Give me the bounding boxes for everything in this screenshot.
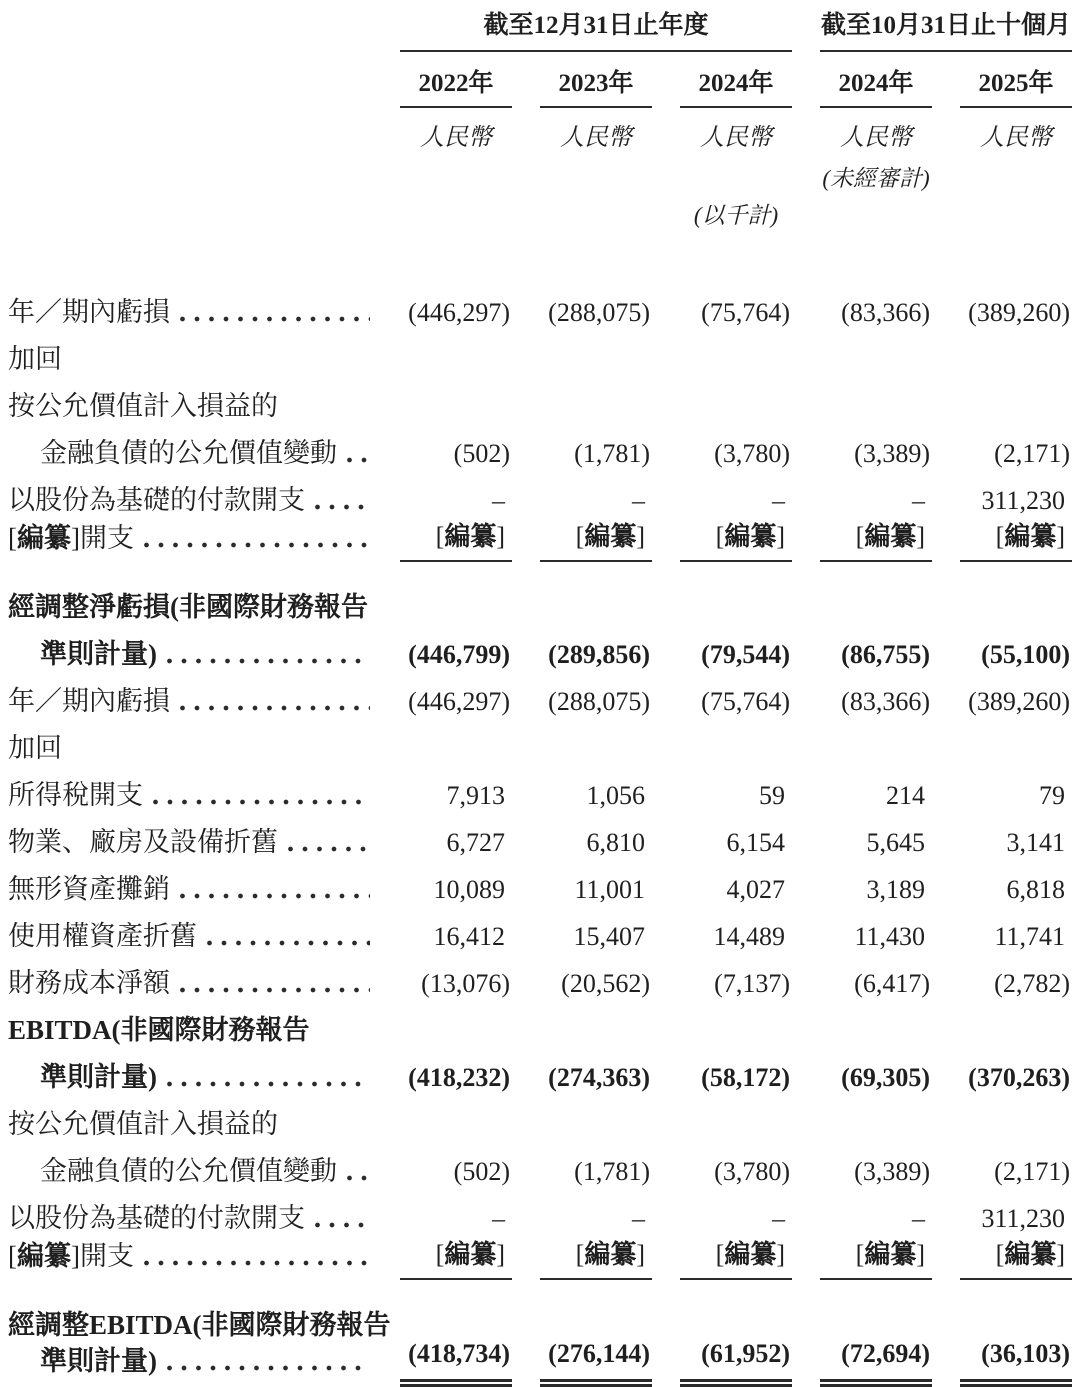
row-label	[8, 1347, 372, 1386]
value-cell: (389,260)	[968, 298, 1070, 328]
value-cell: (2,171)	[994, 1157, 1070, 1187]
column-group-row	[8, 12, 1072, 52]
row-label	[8, 875, 372, 903]
redaction-marker: 編纂	[1004, 1240, 1057, 1270]
table-row	[8, 857, 1072, 904]
row-label-text: 加回	[8, 733, 62, 764]
value-cell: [編纂]	[680, 523, 792, 561]
value-cell: [編纂]	[960, 1241, 1072, 1279]
row-label-text: 使用權資產折舊	[8, 921, 197, 952]
table-row	[8, 1340, 1072, 1387]
currency-label: 人民幣	[980, 124, 1052, 151]
year-header-2024: 2024年	[680, 52, 792, 108]
value-cell: (289,856)	[548, 640, 650, 670]
row-label-text: 經調整EBITDA(非國際財務報告	[8, 1310, 391, 1341]
value-cell: (276,144)	[540, 1340, 652, 1386]
row-label-text: 準則計量)	[40, 639, 157, 670]
currency-label: 人民幣	[840, 124, 912, 151]
value-cell: [編纂]	[540, 1241, 652, 1279]
row-label	[8, 1110, 1072, 1138]
row-label	[8, 969, 372, 997]
table-row	[8, 1139, 1072, 1186]
row-label	[8, 593, 1072, 621]
value-cell: –	[632, 1204, 645, 1234]
value-cell: 6,727	[446, 828, 505, 858]
value-cell: 1,056	[586, 781, 645, 811]
value-cell: (502)	[453, 439, 510, 469]
dot-leader	[167, 1365, 370, 1371]
value-cell: (79,544)	[701, 640, 790, 670]
row-label-text: 財務成本淨額	[8, 968, 170, 999]
value-cell: (418,734)	[400, 1340, 512, 1386]
table-row	[8, 468, 1072, 515]
spacer	[8, 52, 372, 108]
unaudited-note: (未經審計)	[822, 165, 930, 191]
spacer	[8, 108, 372, 152]
value-cell: (7,137)	[714, 969, 790, 999]
table-row	[8, 810, 1072, 857]
value-cell: (2,171)	[994, 439, 1070, 469]
row-label	[8, 781, 372, 809]
table-row	[8, 1045, 1072, 1092]
row-label-text: [編纂]開支	[8, 1241, 134, 1272]
table-body	[8, 280, 1072, 1387]
value-cell: 15,407	[573, 922, 645, 952]
value-cell: [編纂]	[820, 1241, 932, 1279]
value-cell: (83,366)	[841, 298, 930, 328]
value-cell: (3,780)	[714, 1157, 790, 1187]
dot-leader	[288, 846, 370, 852]
value-cell: (72,694)	[820, 1340, 932, 1386]
dot-leader	[180, 705, 370, 711]
value-cell: 14,489	[713, 922, 785, 952]
redaction-marker: 編纂	[444, 522, 497, 552]
value-cell: (3,389)	[854, 439, 930, 469]
redaction-marker: 編纂	[864, 1240, 917, 1270]
column-group-interim: 截至10月31日止十個月	[820, 12, 1072, 52]
row-label	[8, 1063, 372, 1091]
table-row	[8, 716, 1072, 763]
row-label	[8, 439, 372, 467]
value-cell: (36,103)	[960, 1340, 1072, 1386]
redaction-marker: 編纂	[864, 522, 917, 552]
unaudited-row	[8, 152, 1072, 193]
row-label	[8, 1311, 1072, 1339]
table-row	[8, 669, 1072, 716]
value-cell: 59	[759, 781, 785, 811]
row-label	[8, 640, 372, 668]
thousands-note: (以千計)	[693, 202, 779, 228]
dot-leader	[144, 1260, 370, 1266]
value-cell: –	[492, 486, 505, 516]
dot-leader	[347, 457, 370, 463]
row-label-text: 金融負債的公允價值變動	[40, 1156, 337, 1187]
column-group-annual: 截至12月31日止年度	[400, 12, 792, 52]
dot-leader	[144, 542, 370, 548]
currency-label: 人民幣	[700, 124, 772, 151]
year-header-row	[8, 52, 1072, 108]
row-label-text: 所得稅開支	[8, 780, 143, 811]
table-row	[8, 1092, 1072, 1139]
dot-leader	[167, 658, 370, 664]
table-row	[8, 904, 1072, 951]
currency-label: 人民幣	[420, 124, 492, 151]
value-cell: (69,305)	[841, 1063, 930, 1093]
value-cell: –	[632, 486, 645, 516]
row-label	[8, 828, 372, 856]
row-label	[8, 1157, 372, 1185]
value-cell: 3,189	[866, 875, 925, 905]
value-cell: (1,781)	[574, 1157, 650, 1187]
value-cell: 11,001	[574, 875, 645, 905]
value-cell: (20,562)	[561, 969, 650, 999]
row-label	[8, 392, 1072, 420]
value-cell: (6,417)	[854, 969, 930, 999]
value-cell: 4,027	[726, 875, 785, 905]
value-cell: (370,263)	[968, 1063, 1070, 1093]
table-row	[8, 327, 1072, 374]
value-cell: (446,297)	[408, 687, 510, 717]
value-cell: 6,810	[586, 828, 645, 858]
value-cell: 5,645	[866, 828, 925, 858]
row-label	[8, 486, 372, 514]
value-cell: 3,141	[1006, 828, 1065, 858]
table-row	[8, 998, 1072, 1045]
value-cell: [編纂]	[680, 1241, 792, 1279]
year-header-2025: 2025年	[960, 52, 1072, 108]
table-row	[8, 1233, 1072, 1280]
table-row	[8, 374, 1072, 421]
value-cell: 6,154	[726, 828, 785, 858]
row-label-text: 準則計量)	[40, 1346, 157, 1377]
row-label-text: 以股份為基礎的付款開支	[8, 1203, 305, 1234]
redaction-marker: 編纂	[17, 523, 71, 554]
redaction-marker: 編纂	[444, 1240, 497, 1270]
value-cell: (288,075)	[548, 687, 650, 717]
dot-leader	[207, 940, 370, 946]
row-label-text: 金融負債的公允價值變動	[40, 438, 337, 469]
value-cell: –	[772, 1204, 785, 1234]
value-cell: [編纂]	[960, 523, 1072, 561]
value-cell: (1,781)	[574, 439, 650, 469]
redaction-marker: 編纂	[584, 522, 637, 552]
row-label-text: EBITDA(非國際財務報告	[8, 1015, 310, 1046]
row-label-text: 按公允價值計入損益的	[8, 391, 278, 422]
value-cell: (75,764)	[701, 298, 790, 328]
currency-row	[8, 108, 1072, 152]
value-cell: (288,075)	[548, 298, 650, 328]
unit-row	[8, 193, 1072, 230]
dot-leader	[180, 893, 370, 899]
table-row	[8, 951, 1072, 998]
row-label-text: 加回	[8, 344, 62, 375]
row-label	[8, 687, 372, 715]
row-label	[8, 1242, 372, 1279]
value-cell: –	[772, 486, 785, 516]
redaction-marker: 編纂	[17, 1241, 71, 1272]
value-cell: –	[912, 1204, 925, 1234]
value-cell: 79	[1039, 781, 1065, 811]
table-row	[8, 575, 1072, 622]
row-label-text: 年／期內虧損	[8, 686, 170, 717]
dot-leader	[347, 1175, 370, 1181]
value-cell: (446,297)	[408, 298, 510, 328]
table-row	[8, 421, 1072, 468]
value-cell: (389,260)	[968, 687, 1070, 717]
value-cell: [編纂]	[540, 523, 652, 561]
value-cell: (2,782)	[994, 969, 1070, 999]
value-cell: (418,232)	[408, 1063, 510, 1093]
year-header-2024-interim: 2024年	[820, 52, 932, 108]
row-label-text: [編纂]開支	[8, 523, 134, 554]
value-cell: [編纂]	[400, 1241, 512, 1279]
value-cell: (274,363)	[548, 1063, 650, 1093]
currency-label: 人民幣	[560, 124, 632, 151]
value-cell: (83,366)	[841, 687, 930, 717]
table-row	[8, 1293, 1072, 1340]
row-label-text: 按公允價值計入損益的	[8, 1109, 278, 1140]
value-cell: [編纂]	[820, 523, 932, 561]
row-label	[8, 345, 1072, 373]
value-cell: 311,230	[981, 1204, 1065, 1234]
table-row	[8, 763, 1072, 810]
year-header-2023: 2023年	[540, 52, 652, 108]
value-cell: 6,818	[1006, 875, 1065, 905]
row-label	[8, 1204, 372, 1232]
row-label-text: 以股份為基礎的付款開支	[8, 485, 305, 516]
value-cell: (86,755)	[841, 640, 930, 670]
row-label-text: 無形資產攤銷	[8, 874, 170, 905]
value-cell: (58,172)	[701, 1063, 790, 1093]
dot-leader	[180, 316, 370, 322]
value-cell: 11,430	[854, 922, 925, 952]
dot-leader	[315, 1222, 370, 1228]
redaction-marker: 編纂	[1004, 522, 1057, 552]
row-label	[8, 922, 372, 950]
row-label-text: 經調整淨虧損(非國際財務報告	[8, 592, 368, 623]
row-label	[8, 1016, 1072, 1044]
value-cell: 214	[886, 781, 925, 811]
redaction-marker: 編纂	[724, 522, 777, 552]
value-cell: –	[912, 486, 925, 516]
dot-leader	[315, 504, 370, 510]
row-label	[8, 524, 372, 561]
dot-leader	[167, 1081, 370, 1087]
value-cell: (75,764)	[701, 687, 790, 717]
table-row	[8, 622, 1072, 669]
value-cell: (3,389)	[854, 1157, 930, 1187]
value-cell: 11,741	[994, 922, 1065, 952]
dot-leader	[153, 799, 370, 805]
value-cell: 10,089	[433, 875, 505, 905]
value-cell: [編纂]	[400, 523, 512, 561]
value-cell: (13,076)	[421, 969, 510, 999]
value-cell: –	[492, 1204, 505, 1234]
value-cell: (55,100)	[981, 640, 1070, 670]
value-cell: 311,230	[981, 486, 1065, 516]
row-label	[8, 298, 372, 326]
value-cell: (502)	[453, 1157, 510, 1187]
row-label	[8, 734, 1072, 762]
row-label-text: 準則計量)	[40, 1062, 157, 1093]
table-row	[8, 515, 1072, 562]
redaction-marker: 編纂	[724, 1240, 777, 1270]
value-cell: (61,952)	[680, 1340, 792, 1386]
dot-leader	[180, 987, 370, 993]
table-row	[8, 280, 1072, 327]
year-header-2022: 2022年	[400, 52, 512, 108]
table-row	[8, 1186, 1072, 1233]
value-cell: 7,913	[446, 781, 505, 811]
value-cell: (3,780)	[714, 439, 790, 469]
value-cell: (446,799)	[408, 640, 510, 670]
row-label-text: 年／期內虧損	[8, 297, 170, 328]
value-cell: 16,412	[433, 922, 505, 952]
redaction-marker: 編纂	[584, 1240, 637, 1270]
row-label-text: 物業、廠房及設備折舊	[8, 827, 278, 858]
